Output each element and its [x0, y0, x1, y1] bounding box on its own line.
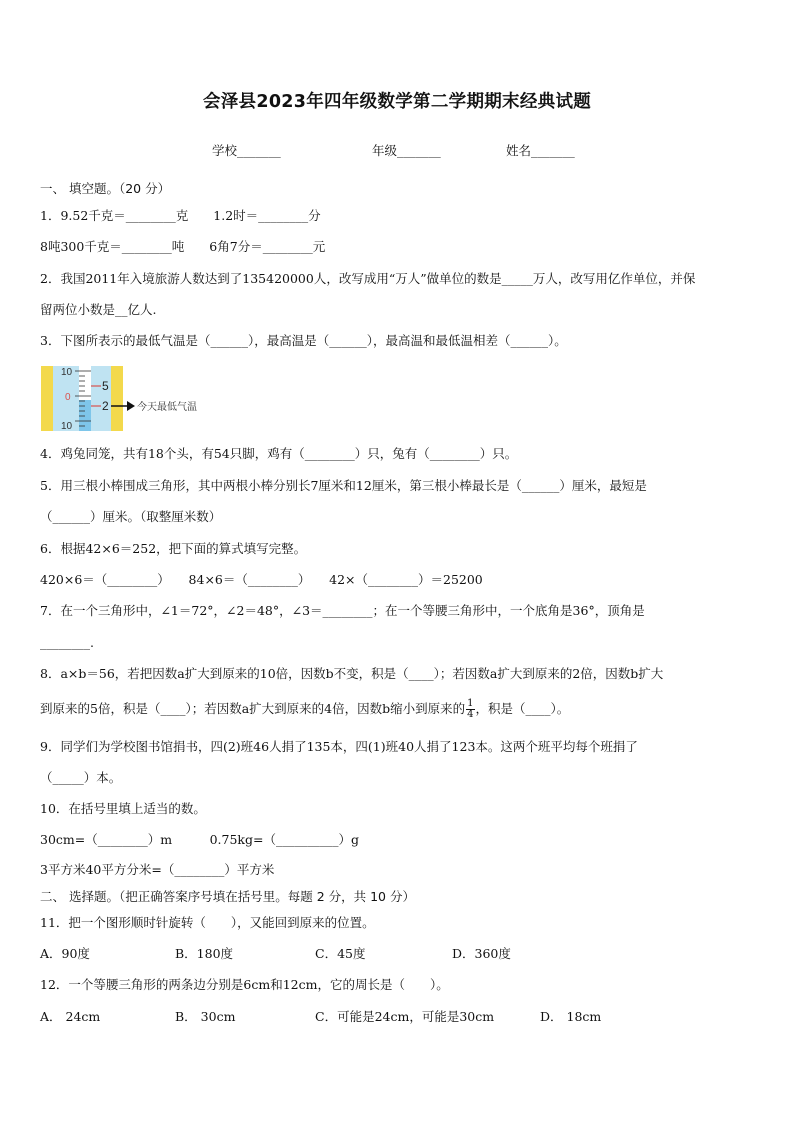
- question-9-line-2: （_____）本。: [40, 770, 122, 785]
- question-8-line-1: 8．a×b＝56，若把因数a扩大到原来的10倍，因数b不变，积是（____）；若因数a扩大到原来的2倍，因数b扩大: [40, 666, 664, 681]
- caption-arrow-head: [127, 401, 135, 411]
- school-field[interactable]: 学校_______: [212, 143, 281, 158]
- page-title: 会泽县2023年四年级数学第二学期期末经典试题: [202, 92, 592, 112]
- question-7-line-1: 7．在一个三角形中，∠1＝72°，∠2＝48°，∠3＝________；在一个等腰三角形中，一个底角是36°，顶角是: [40, 603, 645, 618]
- question-6-line-2: 420×6＝（________） 84×6＝（________） 42×（________）＝25200: [40, 572, 483, 587]
- option-d[interactable]: D． 18cm: [540, 1009, 602, 1024]
- tick-label-bottom: 10: [61, 421, 73, 431]
- question-2-line-1: 2．我国2011年入境旅游人数达到了135420000人，改写成用“万人”做单位的数是_____万人，改写用亿作单位，并保: [40, 271, 696, 286]
- question-10-line-1: 30cm=（________）m 0.75kg=（__________）g: [40, 832, 359, 847]
- tick-label-top: 10: [61, 367, 73, 378]
- option-a[interactable]: A．90度: [40, 946, 90, 961]
- question-10: 10．在括号里填上适当的数。: [40, 801, 206, 816]
- question-1-line-2: 8吨300千克＝________吨 6角7分＝________元: [40, 239, 326, 254]
- question-8-text-after: ，积是（____）。: [475, 701, 570, 716]
- option-c[interactable]: C．45度: [315, 946, 366, 961]
- thermometer-caption: 今天最低气温: [137, 402, 197, 413]
- question-6-line-1: 6．根据42×6＝252，把下面的算式填写完整。: [40, 541, 307, 556]
- mark-label-low: 2: [102, 399, 109, 413]
- option-d[interactable]: D．360度: [452, 946, 511, 961]
- option-b[interactable]: B．180度: [175, 946, 234, 961]
- question-12: 12．一个等腰三角形的两条边分别是6cm和12cm，它的周长是（ ）。: [40, 977, 449, 992]
- question-9-line-1: 9．同学们为学校图书馆捐书，四(2)班46人捐了135本，四(1)班40人捐了123本。这两个班平均每个班捐了: [40, 739, 638, 754]
- question-11: 11．把一个图形顺时针旋转（ ），又能回到原来的位置。: [40, 915, 375, 930]
- question-8-line-2: [40, 696, 764, 722]
- option-a[interactable]: A． 24cm: [40, 1009, 101, 1024]
- option-c[interactable]: C．可能是24cm，可能是30cm: [315, 1009, 495, 1024]
- question-5-line-2: （______）厘米。（取整厘米数）: [40, 509, 222, 524]
- section-1-heading: 一、 填空题。（20 分）: [40, 181, 171, 196]
- question-5-line-1: 5．用三根小棒围成三角形，其中两根小棒分别长7厘米和12厘米，第三根小棒最长是（______）厘米，最短是: [40, 478, 647, 493]
- fraction-numerator: 1: [467, 698, 474, 709]
- name-field[interactable]: 姓名_______: [506, 143, 575, 158]
- option-b[interactable]: B． 30cm: [175, 1009, 236, 1024]
- question-1-line-1: 1．9.52千克＝________克 1.2时＝________分: [40, 208, 321, 223]
- question-3: 3．下图所表示的最低气温是（______），最高温是（______），最高温和最低温相差（______）。: [40, 333, 567, 348]
- section-2-heading: 二、 选择题。（把正确答案序号填在括号里。每题 2 分，共 10 分）: [40, 889, 415, 904]
- question-4: 4．鸡兔同笼，共有18个头，有54只脚，鸡有（________）只，兔有（________）只。: [40, 446, 518, 461]
- question-8-text-before: 到原来的5倍，积是（____）；若因数a扩大到原来的4倍，因数b缩小到原来的: [40, 701, 466, 716]
- tick-label-zero: 0: [65, 392, 71, 403]
- grade-field[interactable]: 年级_______: [372, 143, 441, 158]
- question-2-line-2: 留两位小数是__亿人.: [40, 302, 157, 317]
- mark-label-high: 5: [102, 379, 109, 393]
- fraction-denominator: 4: [467, 709, 474, 720]
- question-7-line-2: ________.: [40, 635, 94, 650]
- fraction-one-quarter: [466, 699, 474, 720]
- thermometer-figure: [41, 366, 211, 431]
- question-10-line-2: 3平方米40平方分米=（________）平方米: [40, 862, 275, 877]
